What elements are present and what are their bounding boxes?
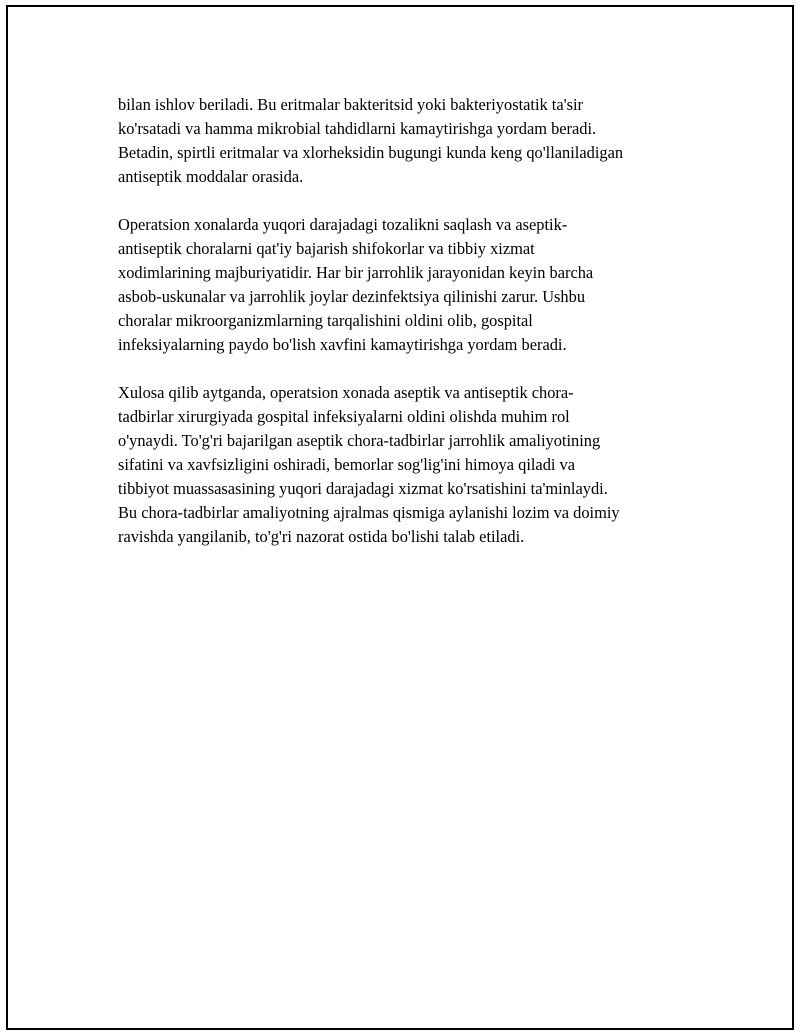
document-body bbox=[118, 93, 688, 573]
paragraph-2: Operatsion xonalarda yuqori darajadagi tozalikni saqlash va aseptik- antiseptik choralarni qat'iy bajarish shifokorlar va tibbiy xizmat xodimlarining majburiyatidir. Har bir jarrohlik jarayonidan keyin barcha asbob-uskunalar va jarrohlik joylar dezinfektsiya qilinishi zarur. Ushbu choralar mikroorganizmlarning tarqalishini oldini olib, gospital infeksiyalarning paydo bo'lish xavfini kamaytirishga yordam beradi. bbox=[118, 215, 594, 354]
paragraph-3: Xulosa qilib aytganda, operatsion xonada aseptik va antiseptik chora- tadbirlar xirurgiyada gospital infeksiyalarni oldini olishda muhim rol o'ynaydi. To'g'ri bajarilgan aseptik chora-tadbirlar jarrohlik amaliyotining sifatini va xavfsizligini oshiradi, bemorlar sog'lig'ini himoya qiladi va tibbiyot muassasasining yuqori darajadagi xizmat ko'rsatishini ta'minlaydi. Bu chora-tadbirlar amaliyotning ajralmas qismiga aylanishi lozim va doimiy ravishda yangilanib, to'g'ri nazorat ostida bo'lishi talab etiladi. bbox=[118, 383, 620, 546]
paragraph-1: bilan ishlov beriladi. Bu eritmalar bakteritsid yoki bakteriyostatik ta'sir ko'rsatadi va hamma mikrobial tahdidlarni kamaytirishga yordam beradi. Betadin, spirtli eritmalar va xlorheksidin bugungi kunda keng qo'llaniladigan antiseptik moddalar orasida. bbox=[118, 95, 624, 186]
